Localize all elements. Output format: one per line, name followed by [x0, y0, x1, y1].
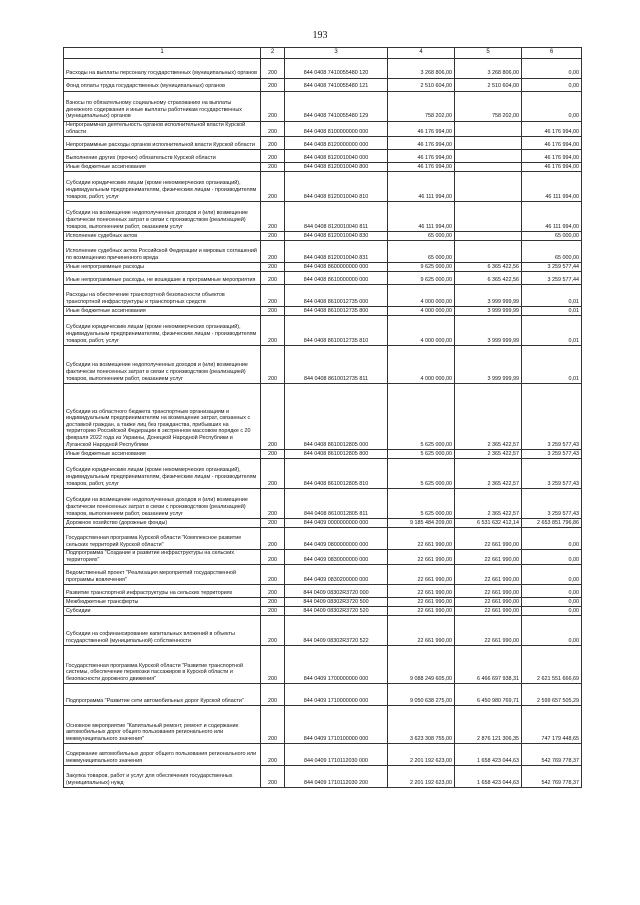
row-budget-code-cell: 844 0409 08302R3720 520 [285, 607, 388, 616]
row-line-code-cell: 200 [261, 598, 285, 607]
row-executed-cell: 3 999 999,99 [455, 307, 522, 316]
row-name-cell: Взносы по обязательному социальному страхованию на выплаты денежного содержания и иные выплаты работникам государственных (муниципальных) органов [64, 92, 261, 122]
row-executed-cell: 2 365 422,57 [455, 489, 522, 519]
row-line-code-cell: 200 [261, 459, 285, 489]
row-name-cell: Субсидии из областного бюджета транспортным организациям и индивидуальным предпринимателям на возмещение затрат, связанных с доставкой граждан, а также лиц без гражданства, прибывших на территорию Российской Федерации в экстренном массовом порядке с 20 февраля 2022 года из Украины, Донецкой Народной Республики и Луганской Народной Республики [64, 384, 261, 450]
row-name-cell: Субсидии на возмещение недополученных доходов и (или) возмещение фактически понесенных затрат в связи с производством (реализацией) товаров, выполнением работ, оказанием услуг [64, 346, 261, 384]
table-row [64, 585, 582, 598]
row-unexecuted-cell: 0,00 [522, 59, 582, 79]
row-unexecuted-cell: 3 259 577,43 [522, 459, 582, 489]
row-budget-code-cell: 844 0408 8120010040 000 [285, 150, 388, 163]
table-row [64, 550, 582, 565]
row-line-code-cell: 200 [261, 744, 285, 766]
row-name-cell: Иные бюджетные ассигнования [64, 307, 261, 316]
row-approved-cell: 4 000 000,00 [388, 307, 455, 316]
table-row [64, 232, 582, 241]
row-approved-cell: 46 111 994,00 [388, 202, 455, 232]
row-executed-cell [455, 241, 522, 263]
column-header-4: 4 [388, 48, 455, 59]
row-line-code-cell: 200 [261, 616, 285, 646]
table-row [64, 150, 582, 163]
row-name-cell: Подпрограмма "Развитие сети автомобильных дорог Курской области" [64, 684, 261, 706]
row-name-cell: Субсидии юридическим лицам (кроме некоммерческих организаций), индивидуальным предпринимателям, физическим лицам - производителям товаров, работ, услуг [64, 459, 261, 489]
row-executed-cell: 22 661 990,00 [455, 598, 522, 607]
row-executed-cell: 22 661 990,00 [455, 585, 522, 598]
row-executed-cell: 22 661 990,00 [455, 607, 522, 616]
row-line-code-cell: 200 [261, 272, 285, 285]
row-approved-cell: 9 088 249 605,00 [388, 646, 455, 684]
row-unexecuted-cell: 46 176 994,00 [522, 137, 582, 150]
row-line-code-cell: 200 [261, 137, 285, 150]
row-name-cell: Выполнение других (прочих) обязательств Курской области [64, 150, 261, 163]
row-unexecuted-cell: 46 176 994,00 [522, 122, 582, 137]
row-budget-code-cell: 844 0408 8120010040 831 [285, 241, 388, 263]
row-name-cell: Иные бюджетные ассигнования [64, 450, 261, 459]
row-line-code-cell: 200 [261, 489, 285, 519]
row-line-code-cell: 200 [261, 565, 285, 585]
row-name-cell: Иные бюджетные ассигнования [64, 163, 261, 172]
table-row [64, 616, 582, 646]
row-executed-cell: 3 999 999,99 [455, 285, 522, 307]
row-budget-code-cell: 844 0408 8120000000 000 [285, 137, 388, 150]
row-budget-code-cell: 844 0408 8610012805 000 [285, 384, 388, 450]
row-unexecuted-cell: 0,01 [522, 316, 582, 346]
row-budget-code-cell: 844 0408 7410055480 121 [285, 79, 388, 92]
row-executed-cell [455, 137, 522, 150]
row-name-cell: Непрограммная деятельность органов исполнительной власти Курской области [64, 122, 261, 137]
row-budget-code-cell: 844 0408 8120010040 800 [285, 163, 388, 172]
row-unexecuted-cell: 747 179 448,65 [522, 706, 582, 744]
table-row [64, 744, 582, 766]
row-approved-cell: 4 000 000,00 [388, 346, 455, 384]
row-name-cell: Основное мероприятие "Капитальный ремонт, ремонт и содержание автомобильных дорог общего пользования регионального или межмуниципального значения" [64, 706, 261, 744]
row-line-code-cell: 200 [261, 92, 285, 122]
row-budget-code-cell: 844 0408 8610012735 800 [285, 307, 388, 316]
row-approved-cell: 65 000,00 [388, 241, 455, 263]
row-executed-cell: 6 466 697 938,31 [455, 646, 522, 684]
row-unexecuted-cell: 65 000,00 [522, 232, 582, 241]
row-line-code-cell: 200 [261, 232, 285, 241]
table-row [64, 646, 582, 684]
row-executed-cell: 6 365 422,56 [455, 272, 522, 285]
row-line-code-cell: 200 [261, 607, 285, 616]
row-line-code-cell: 200 [261, 585, 285, 598]
row-executed-cell: 22 661 990,00 [455, 550, 522, 565]
row-name-cell: Субсидии на возмещение недополученных доходов и (или) возмещение фактически понесенных затрат в связи с производством (реализацией) товаров, выполнением работ, оказанием услуг [64, 489, 261, 519]
row-line-code-cell: 200 [261, 285, 285, 307]
column-header-1: 1 [64, 48, 261, 59]
row-approved-cell: 5 625 000,00 [388, 450, 455, 459]
row-unexecuted-cell: 542 769 778,37 [522, 766, 582, 788]
row-budget-code-cell: 844 0408 7410055480 120 [285, 59, 388, 79]
row-line-code-cell: 200 [261, 684, 285, 706]
row-name-cell: Иные непрограммные расходы, не вошедшие в программные мероприятия [64, 272, 261, 285]
table-row [64, 519, 582, 528]
table-row [64, 137, 582, 150]
row-budget-code-cell: 844 0408 8120010040 830 [285, 232, 388, 241]
row-budget-code-cell: 844 0409 08302R3720 500 [285, 598, 388, 607]
row-executed-cell: 1 658 423 044,63 [455, 744, 522, 766]
table-row [64, 59, 582, 79]
row-executed-cell: 2 365 422,57 [455, 459, 522, 489]
row-unexecuted-cell: 65 000,00 [522, 241, 582, 263]
row-line-code-cell: 200 [261, 172, 285, 202]
row-approved-cell: 4 000 000,00 [388, 316, 455, 346]
table-row [64, 316, 582, 346]
row-budget-code-cell: 844 0408 8610000000 000 [285, 272, 388, 285]
row-executed-cell: 6 365 422,56 [455, 263, 522, 272]
row-line-code-cell: 200 [261, 241, 285, 263]
row-name-cell: Фонд оплаты труда государственных (муниципальных) органов [64, 79, 261, 92]
column-header-3: 3 [285, 48, 388, 59]
row-name-cell: Субсидии юридическим лицам (кроме некоммерческих организаций), индивидуальным предпринимателям, физическим лицам - производителям товаров, работ, услуг [64, 316, 261, 346]
table-row [64, 272, 582, 285]
row-line-code-cell: 200 [261, 346, 285, 384]
row-budget-code-cell: 844 0408 8610012735 000 [285, 285, 388, 307]
row-name-cell: Ведомственный проект "Реализация мероприятий государственной программы вовлечения" [64, 565, 261, 585]
row-approved-cell: 3 623 308 755,00 [388, 706, 455, 744]
row-unexecuted-cell: 3 259 577,43 [522, 489, 582, 519]
row-line-code-cell: 200 [261, 122, 285, 137]
row-executed-cell [455, 172, 522, 202]
row-approved-cell: 9 050 638 275,00 [388, 684, 455, 706]
column-header-2: 2 [261, 48, 285, 59]
row-unexecuted-cell: 0,00 [522, 616, 582, 646]
row-executed-cell: 3 268 806,00 [455, 59, 522, 79]
row-executed-cell: 22 661 990,00 [455, 528, 522, 550]
row-unexecuted-cell: 0,01 [522, 285, 582, 307]
budget-table [63, 47, 582, 788]
row-budget-code-cell: 844 0409 1700000000 000 [285, 646, 388, 684]
row-unexecuted-cell: 542 769 778,37 [522, 744, 582, 766]
row-unexecuted-cell: 46 111 994,00 [522, 202, 582, 232]
table-row [64, 172, 582, 202]
row-executed-cell: 22 661 990,00 [455, 616, 522, 646]
column-number-row [64, 48, 582, 59]
row-unexecuted-cell: 0,00 [522, 585, 582, 598]
row-budget-code-cell: 844 0408 8120010040 811 [285, 202, 388, 232]
table-row [64, 607, 582, 616]
row-line-code-cell: 200 [261, 316, 285, 346]
row-budget-code-cell: 844 0409 1710112030 000 [285, 744, 388, 766]
row-line-code-cell: 200 [261, 384, 285, 450]
row-unexecuted-cell: 2 621 551 666,69 [522, 646, 582, 684]
row-approved-cell: 22 661 990,00 [388, 528, 455, 550]
row-unexecuted-cell: 46 176 994,00 [522, 163, 582, 172]
table-row [64, 598, 582, 607]
row-budget-code-cell: 844 0409 0800000000 000 [285, 528, 388, 550]
row-line-code-cell: 200 [261, 706, 285, 744]
row-name-cell: Непрограммные расходы органов исполнительной власти Курской области [64, 137, 261, 150]
row-approved-cell: 9 625 000,00 [388, 263, 455, 272]
row-name-cell: Содержание автомобильных дорог общего пользования регионального или межмуниципального значения [64, 744, 261, 766]
row-unexecuted-cell: 2 653 851 796,86 [522, 519, 582, 528]
row-unexecuted-cell: 46 111 994,00 [522, 172, 582, 202]
row-unexecuted-cell: 0,00 [522, 92, 582, 122]
row-line-code-cell: 200 [261, 646, 285, 684]
row-unexecuted-cell: 0,00 [522, 565, 582, 585]
row-approved-cell: 2 201 192 623,00 [388, 766, 455, 788]
row-line-code-cell: 200 [261, 163, 285, 172]
row-approved-cell: 65 000,00 [388, 232, 455, 241]
row-budget-code-cell: 844 0408 8610012735 810 [285, 316, 388, 346]
row-name-cell: Субсидии [64, 607, 261, 616]
row-executed-cell: 3 999 999,99 [455, 346, 522, 384]
row-name-cell: Субсидии юридическим лицам (кроме некоммерческих организаций), индивидуальным предпринимателям, физическим лицам - производителям товаров, работ, услуг [64, 172, 261, 202]
row-name-cell: Государственная программа Курской области "Развитие транспортной системы, обеспечение перевозки пассажиров в Курской области и безопасности дорожного движения" [64, 646, 261, 684]
row-line-code-cell: 200 [261, 519, 285, 528]
column-header-5: 5 [455, 48, 522, 59]
row-approved-cell: 46 176 994,00 [388, 163, 455, 172]
row-unexecuted-cell: 3 259 577,43 [522, 450, 582, 459]
row-line-code-cell: 200 [261, 59, 285, 79]
row-unexecuted-cell: 2 599 657 505,29 [522, 684, 582, 706]
row-approved-cell: 9 625 000,00 [388, 272, 455, 285]
row-approved-cell: 2 201 192 623,00 [388, 744, 455, 766]
row-name-cell: Расходы на выплаты персоналу государственных (муниципальных) органов [64, 59, 261, 79]
row-budget-code-cell: 844 0409 1710000000 000 [285, 684, 388, 706]
table-row [64, 684, 582, 706]
row-budget-code-cell: 844 0409 0830200000 000 [285, 565, 388, 585]
row-approved-cell: 22 661 990,00 [388, 598, 455, 607]
row-executed-cell [455, 150, 522, 163]
row-approved-cell: 2 510 604,00 [388, 79, 455, 92]
row-name-cell: Субсидии на возмещение недополученных доходов и (или) возмещение фактически понесенных затрат в связи с производством (реализацией) товаров, выполнением работ, оказанием услуг [64, 202, 261, 232]
row-budget-code-cell: 844 0408 8600000000 000 [285, 263, 388, 272]
row-executed-cell: 2 365 422,57 [455, 450, 522, 459]
row-approved-cell: 9 185 484 209,00 [388, 519, 455, 528]
row-name-cell: Субсидии на софинансирование капитальных вложений в объекты государственной (муниципальной) собственности [64, 616, 261, 646]
row-unexecuted-cell: 3 259 577,44 [522, 272, 582, 285]
table-row [64, 459, 582, 489]
row-approved-cell: 46 176 994,00 [388, 137, 455, 150]
row-approved-cell: 5 625 000,00 [388, 489, 455, 519]
row-unexecuted-cell: 0,00 [522, 528, 582, 550]
row-executed-cell [455, 122, 522, 137]
row-line-code-cell: 200 [261, 766, 285, 788]
row-executed-cell: 2 876 121 306,35 [455, 706, 522, 744]
row-executed-cell: 2 365 422,57 [455, 384, 522, 450]
row-unexecuted-cell: 0,00 [522, 598, 582, 607]
row-line-code-cell: 200 [261, 528, 285, 550]
row-unexecuted-cell: 46 176 994,00 [522, 150, 582, 163]
table-row [64, 384, 582, 450]
table-row [64, 706, 582, 744]
row-approved-cell: 758 202,00 [388, 92, 455, 122]
row-line-code-cell: 200 [261, 307, 285, 316]
row-approved-cell: 22 661 990,00 [388, 607, 455, 616]
row-budget-code-cell: 844 0408 8100000000 000 [285, 122, 388, 137]
row-executed-cell: 6 531 632 412,14 [455, 519, 522, 528]
column-header-6: 6 [522, 48, 582, 59]
row-name-cell: Исполнение судебных актов Российской Федерации и мировых соглашений по возмещению причиненного вреда [64, 241, 261, 263]
row-budget-code-cell: 844 0409 0000000000 000 [285, 519, 388, 528]
row-executed-cell: 758 202,00 [455, 92, 522, 122]
row-unexecuted-cell: 3 259 577,44 [522, 263, 582, 272]
row-line-code-cell: 200 [261, 550, 285, 565]
page-number: 193 [312, 30, 328, 41]
row-approved-cell: 5 625 000,00 [388, 459, 455, 489]
row-executed-cell: 2 510 604,00 [455, 79, 522, 92]
row-name-cell: Государственная программа Курской области "Комплексное развитие сельских территорий Курской области" [64, 528, 261, 550]
row-budget-code-cell: 844 0408 8120010040 810 [285, 172, 388, 202]
row-approved-cell: 22 661 990,00 [388, 585, 455, 598]
row-unexecuted-cell: 0,01 [522, 307, 582, 316]
row-executed-cell: 1 658 423 044,63 [455, 766, 522, 788]
row-name-cell: Исполнение судебных актов [64, 232, 261, 241]
row-approved-cell: 22 661 990,00 [388, 565, 455, 585]
row-approved-cell: 22 661 990,00 [388, 550, 455, 565]
row-unexecuted-cell: 3 259 577,43 [522, 384, 582, 450]
row-executed-cell [455, 163, 522, 172]
row-line-code-cell: 200 [261, 79, 285, 92]
row-executed-cell: 6 450 980 769,71 [455, 684, 522, 706]
row-unexecuted-cell: 0,00 [522, 550, 582, 565]
table-row [64, 307, 582, 316]
row-budget-code-cell: 844 0409 1710112030 200 [285, 766, 388, 788]
row-line-code-cell: 200 [261, 450, 285, 459]
row-unexecuted-cell: 0,01 [522, 346, 582, 384]
row-approved-cell: 4 000 000,00 [388, 285, 455, 307]
row-line-code-cell: 200 [261, 150, 285, 163]
row-name-cell: Дорожное хозяйство (дорожные фонды) [64, 519, 261, 528]
row-budget-code-cell: 844 0409 1710100000 000 [285, 706, 388, 744]
table-row [64, 79, 582, 92]
row-unexecuted-cell: 0,00 [522, 79, 582, 92]
row-budget-code-cell: 844 0409 08302R3720 000 [285, 585, 388, 598]
table-row [64, 122, 582, 137]
row-executed-cell [455, 232, 522, 241]
table-row [64, 285, 582, 307]
row-name-cell: Расходы на обеспечение транспортной безопасности объектов транспортной инфраструктуры и транспортных средств [64, 285, 261, 307]
table-row [64, 202, 582, 232]
table-row [64, 241, 582, 263]
row-unexecuted-cell: 0,00 [522, 607, 582, 616]
row-budget-code-cell: 844 0408 8610012805 811 [285, 489, 388, 519]
row-executed-cell: 3 999 999,99 [455, 316, 522, 346]
row-budget-code-cell: 844 0408 8610012735 811 [285, 346, 388, 384]
row-name-cell: Развитие транспортной инфраструктуры на сельских территориях [64, 585, 261, 598]
row-name-cell: Подпрограмма "Создание и развитие инфраструктуры на сельских территориях" [64, 550, 261, 565]
row-approved-cell: 46 176 994,00 [388, 150, 455, 163]
row-name-cell: Иные непрограммные расходы [64, 263, 261, 272]
row-name-cell: Закупка товаров, работ и услуг для обеспечения государственных (муниципальных) нужд [64, 766, 261, 788]
table-row [64, 346, 582, 384]
table-row [64, 766, 582, 788]
row-budget-code-cell: 844 0409 08302R3720 522 [285, 616, 388, 646]
row-budget-code-cell: 844 0409 0830000000 000 [285, 550, 388, 565]
row-approved-cell: 22 661 990,00 [388, 616, 455, 646]
row-budget-code-cell: 844 0408 8610012805 810 [285, 459, 388, 489]
row-line-code-cell: 200 [261, 202, 285, 232]
table-row [64, 450, 582, 459]
table-row [64, 92, 582, 122]
row-line-code-cell: 200 [261, 263, 285, 272]
row-budget-code-cell: 844 0408 8610012805 800 [285, 450, 388, 459]
table-row [64, 489, 582, 519]
row-executed-cell [455, 202, 522, 232]
table-row [64, 528, 582, 550]
row-executed-cell: 22 661 990,00 [455, 565, 522, 585]
row-name-cell: Межбюджетные трансферты [64, 598, 261, 607]
row-budget-code-cell: 844 0408 7410055480 129 [285, 92, 388, 122]
row-approved-cell: 3 268 806,00 [388, 59, 455, 79]
row-approved-cell: 5 625 000,00 [388, 384, 455, 450]
row-approved-cell: 46 176 994,00 [388, 122, 455, 137]
table-row [64, 263, 582, 272]
row-approved-cell: 46 111 994,00 [388, 172, 455, 202]
table-row [64, 565, 582, 585]
table-row [64, 163, 582, 172]
